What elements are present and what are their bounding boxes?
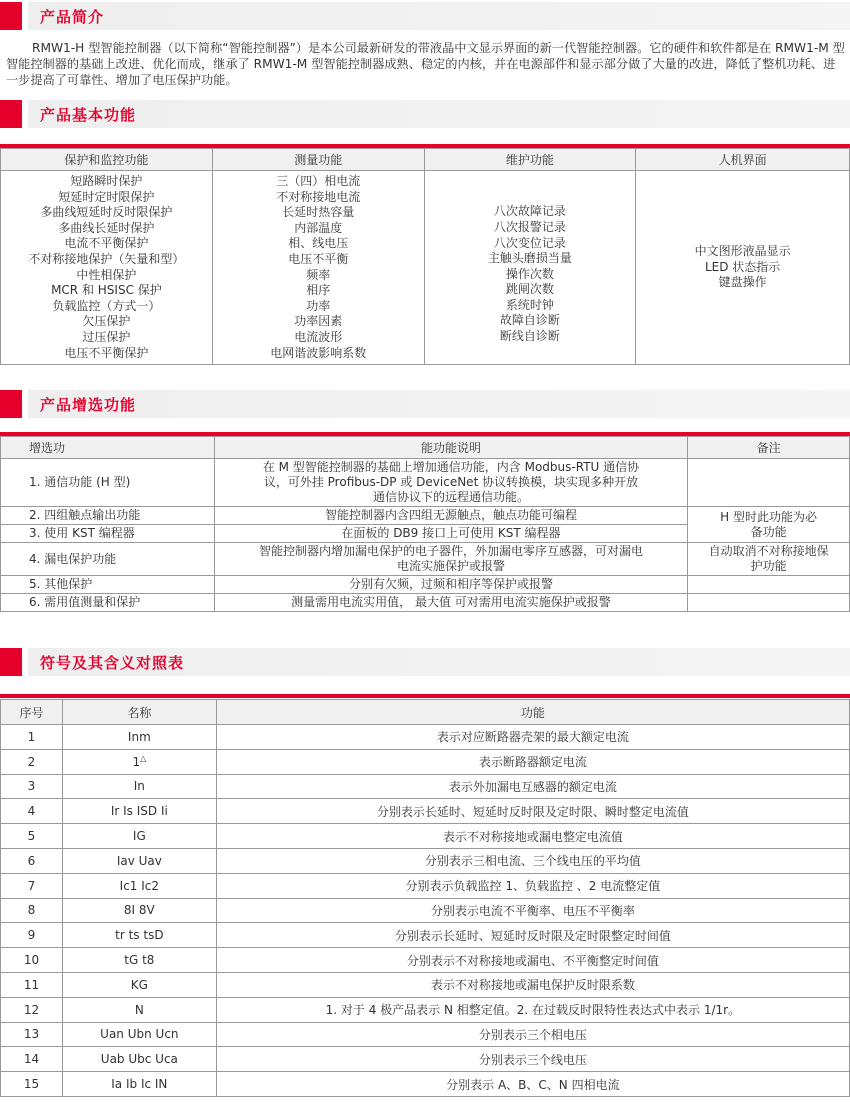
- row-no: 15: [1, 1072, 63, 1097]
- remark-line: 护功能: [750, 559, 787, 573]
- row-name: Ic1 Ic2: [62, 873, 216, 898]
- row-no: 10: [1, 948, 63, 973]
- list-item: 电流波形: [294, 329, 343, 344]
- row-no: 7: [1, 873, 63, 898]
- row-func: 分别表示长延时、短延时反时限及定时限整定时间值: [216, 923, 849, 948]
- protection-list: [1, 171, 213, 365]
- header-measurement: 测量功能: [212, 149, 424, 171]
- table-row: [1, 459, 850, 507]
- section-title: 符号及其含义对照表: [40, 654, 185, 672]
- header-remark: 备注: [688, 437, 850, 459]
- option-name: 3. 使用 KST 编程器: [1, 525, 215, 543]
- list-item: 相、线电压: [288, 236, 349, 251]
- list-item: 短延时定时限保护: [58, 189, 155, 204]
- maintenance-list: [424, 171, 636, 365]
- desc-line: 电流实施保护或报警: [396, 559, 505, 573]
- header-maintenance: 维护功能: [424, 149, 636, 171]
- table-row: [1, 594, 850, 612]
- section-header-optional: [0, 390, 850, 418]
- header-name: 名称: [62, 700, 216, 725]
- table-row: [1, 725, 850, 750]
- list-item: 长延时热容量: [282, 205, 355, 220]
- list-item: 八次报警记录: [493, 219, 566, 234]
- option-desc: 测量需用电流实用值， 最大值 可对需用电流实施保护或报警: [214, 594, 687, 612]
- row-name: Ia Ib Ic IN: [62, 1072, 216, 1097]
- list-item: 电流不平衡保护: [64, 236, 149, 251]
- row-func: 表示断路器额定电流: [216, 749, 849, 774]
- row-name: Ir Is ISD Ii: [62, 799, 216, 824]
- list-item: 负载监控（方式一）: [52, 298, 161, 313]
- option-desc: [214, 459, 687, 507]
- row-name: [62, 749, 216, 774]
- table-row: [1, 1022, 850, 1047]
- list-item: 八次故障记录: [493, 204, 566, 219]
- remark-empty: [688, 459, 850, 507]
- table-row: [1, 898, 850, 923]
- remark-line: 备功能: [750, 524, 787, 539]
- section-header-symbols: [0, 648, 850, 676]
- table-row: [1, 948, 850, 973]
- section-title: 产品基本功能: [40, 106, 137, 124]
- desc-line: 智能控制器内增加漏电保护的电子器件，外加漏电零序互感器，可对漏电: [258, 544, 643, 558]
- header-hmi: 人机界面: [636, 149, 850, 171]
- remark-empty: [688, 576, 850, 594]
- list-item: LED 状态指示: [704, 259, 781, 274]
- divider-line: [0, 694, 850, 698]
- row-no: 8: [1, 898, 63, 923]
- table-row: [1, 923, 850, 948]
- row-name: 8I 8V: [62, 898, 216, 923]
- option-name: 4. 漏电保护功能: [1, 543, 215, 576]
- row-func: 分别表示三个相电压: [216, 1022, 849, 1047]
- list-item: MCR 和 HSISC 保护: [51, 283, 162, 298]
- list-item: 操作次数: [505, 266, 554, 281]
- section-marker: [0, 648, 22, 676]
- section-marker: [0, 100, 22, 128]
- list-item: 过压保护: [82, 329, 131, 344]
- row-no: 12: [1, 997, 63, 1022]
- row-name: KG: [62, 972, 216, 997]
- list-item: 三（四）相电流: [276, 174, 361, 188]
- section-title: 产品简介: [40, 8, 105, 26]
- desc-line: 议，可外挂 Profibus-DP 或 DeviceNet 协议转换模，块实现多种开放: [263, 475, 639, 489]
- table-row: [1, 997, 850, 1022]
- list-item: 功率因素: [294, 314, 343, 329]
- row-func: 分别表示 A、B、C、N 四相电流: [216, 1072, 849, 1097]
- row-name: Iav Uav: [62, 848, 216, 873]
- section-marker: [0, 390, 22, 418]
- list-item: 电压不平衡保护: [64, 345, 149, 360]
- row-name: tG t8: [62, 948, 216, 973]
- name-text: 1: [132, 755, 141, 770]
- list-item: 系统时钟: [505, 297, 554, 312]
- list-item: 电网谐波影响系数: [270, 345, 367, 360]
- list-item: 电压不平衡: [288, 251, 349, 266]
- section-header-intro: [0, 2, 850, 30]
- list-item: 主触头磨损当量: [487, 251, 572, 266]
- row-no: 5: [1, 824, 63, 849]
- row-no: 11: [1, 972, 63, 997]
- list-item: 多曲线短延时反时限保护: [40, 205, 173, 220]
- row-func: 表示对应断路器壳架的最大额定电流: [216, 725, 849, 750]
- header-protection: 保护和监控功能: [1, 149, 213, 171]
- header-no: 序号: [1, 700, 63, 725]
- list-item: 频率: [306, 267, 331, 282]
- section-title: 产品增选功能: [40, 396, 137, 414]
- header-function: 功能: [216, 700, 849, 725]
- table-row: [1, 1072, 850, 1097]
- option-name: 1. 通信功能 (H 型): [1, 459, 215, 507]
- list-item: 中性相保护: [76, 267, 137, 282]
- row-func: 分别表示长延时、短延时反时限及定时限、瞬时整定电流值: [216, 799, 849, 824]
- optional-functions-table: [0, 436, 850, 612]
- symbols-table: [0, 699, 850, 1097]
- row-no: 4: [1, 799, 63, 824]
- option-name: 2. 四组触点输出功能: [1, 507, 215, 525]
- row-no: 1: [1, 725, 63, 750]
- list-item: 键盘操作: [718, 275, 767, 290]
- row-name: Uab Ubc Uca: [62, 1047, 216, 1072]
- table-row: [1, 543, 850, 576]
- triangle-superscript: △: [140, 754, 147, 764]
- desc-line: 在 M 型智能控制器的基础上增加通信功能，内含 Modbus-RTU 通信协: [262, 460, 640, 474]
- option-desc: 在面板的 DB9 接口上可使用 KST 编程器: [214, 525, 687, 543]
- remark-cell: [688, 543, 850, 576]
- row-name: In: [62, 774, 216, 799]
- row-func: 分别表示三个线电压: [216, 1047, 849, 1072]
- list-item: 功率: [306, 298, 331, 313]
- option-desc: 智能控制器内含四组无源触点，触点功能可编程: [214, 507, 687, 525]
- section-marker: [0, 2, 22, 30]
- row-no: 9: [1, 923, 63, 948]
- row-func: 分别表示负载监控 1、负载监控 、2 电流整定值: [216, 873, 849, 898]
- row-no: 13: [1, 1022, 63, 1047]
- list-item: 不对称接地电流: [276, 189, 361, 204]
- measurement-list: [212, 171, 424, 365]
- row-func: 表示不对称接地或漏电保护反时限系数: [216, 972, 849, 997]
- remark-line: H 型时此功能为必: [720, 509, 818, 524]
- option-name: 5. 其他保护: [1, 576, 215, 594]
- table-row: [1, 799, 850, 824]
- row-no: 6: [1, 848, 63, 873]
- row-func: 表示外加漏电互感器的额定电流: [216, 774, 849, 799]
- row-no: 2: [1, 749, 63, 774]
- list-item: 断线自诊断: [499, 329, 560, 344]
- option-desc: [214, 543, 687, 576]
- row-name: N: [62, 997, 216, 1022]
- table-row: [1, 824, 850, 849]
- row-name: Uan Ubn Ucn: [62, 1022, 216, 1047]
- row-func: 分别表示三相电流、三个线电压的平均值: [216, 848, 849, 873]
- remark-cell: [688, 507, 850, 543]
- intro-paragraph: RMW1-H 型智能控制器（以下简称“智能控制器”）是本公司最新研发的带液晶中文显示界面的新一代智能控制器。它的硬件和软件都是在 RMW1-M 型智能控制器的基础上改进、优化而成，继承了 RMW1-M 型智能控制器成熟、稳定的内核，并在电源部件和显示部分做了大量的改进，降低了整机功耗、进一步提高了可靠性、增加了电压保护功能。: [6, 41, 845, 87]
- row-func: 1. 对于 4 极产品表示 N 相整定值。2. 在过载反时限特性表达式中表示 1/1r。: [216, 997, 849, 1022]
- table-row: [1, 1047, 850, 1072]
- remark-empty: [688, 594, 850, 612]
- row-func: 分别表示电流不平衡率、电压不平衡率: [216, 898, 849, 923]
- desc-line: 通信协议下的远程通信功能。: [372, 490, 529, 504]
- table-row: [1, 774, 850, 799]
- remark-line: 自动取消不对称接地保: [708, 544, 829, 558]
- row-no: 3: [1, 774, 63, 799]
- row-no: 14: [1, 1047, 63, 1072]
- hmi-list: [636, 171, 850, 365]
- list-item: 欠压保护: [82, 314, 131, 329]
- basic-functions-table: [0, 148, 850, 365]
- option-name: 6. 需用值测量和保护: [1, 594, 215, 612]
- list-item: 短路瞬时保护: [70, 174, 143, 188]
- list-item: 跳闸次数: [505, 282, 554, 297]
- header-option: 增选功: [1, 437, 215, 459]
- list-item: 内部温度: [294, 220, 343, 235]
- table-row: [1, 507, 850, 525]
- row-func: 表示不对称接地或漏电整定电流值: [216, 824, 849, 849]
- table-row: [1, 848, 850, 873]
- row-name: tr ts tsD: [62, 923, 216, 948]
- row-name: Inm: [62, 725, 216, 750]
- section-header-basic: [0, 100, 850, 128]
- list-item: 多曲线长延时保护: [58, 220, 155, 235]
- table-row: [1, 972, 850, 997]
- row-name: IG: [62, 824, 216, 849]
- row-func: 分别表示不对称接地或漏电、不平衡整定时间值: [216, 948, 849, 973]
- option-desc: 分别有欠频，过频和相序等保护或报警: [214, 576, 687, 594]
- table-row: [1, 576, 850, 594]
- list-item: 相序: [306, 283, 331, 298]
- list-item: 八次变位记录: [493, 235, 566, 250]
- table-row: [1, 873, 850, 898]
- list-item: 中文图形液晶显示: [694, 244, 791, 259]
- table-row: [1, 749, 850, 774]
- header-description: 能功能说明: [214, 437, 687, 459]
- list-item: 不对称接地保护（矢量和型）: [28, 251, 185, 266]
- list-item: 故障自诊断: [499, 313, 560, 328]
